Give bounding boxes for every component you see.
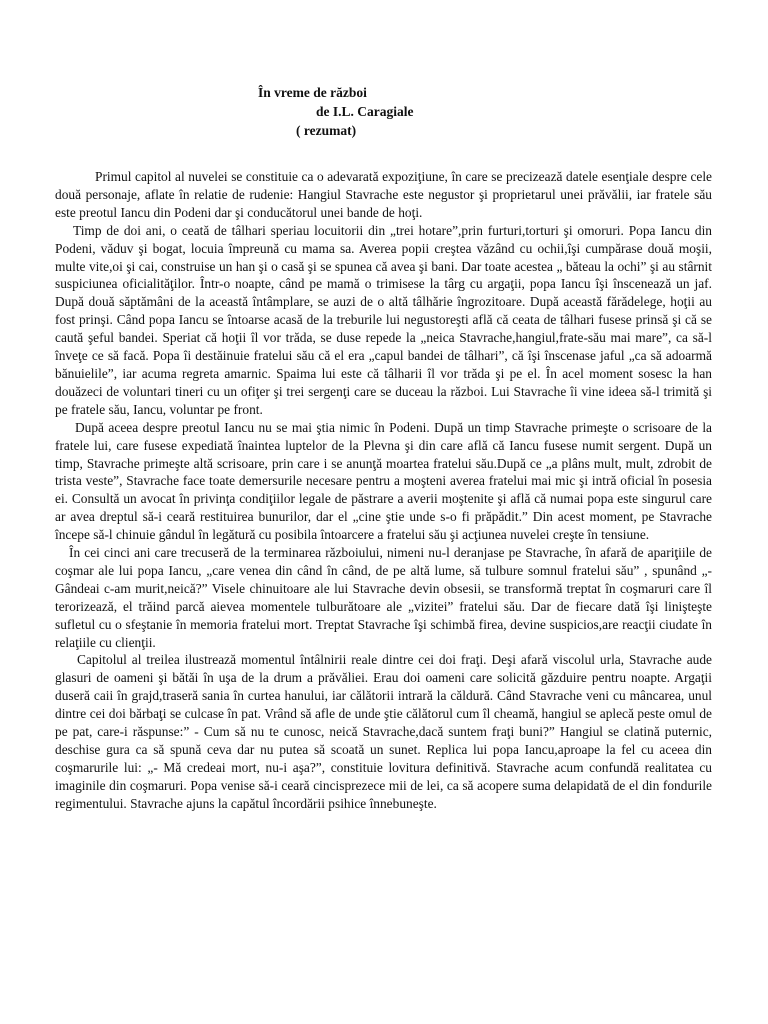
paragraph-1: Primul capitol al nuvelei se constituie ca o adevarată expoziţiune, în care se precizează datele esenţiale despre cele două personaje, aflate în relatie de rudenie: Hangiul Stavrache este negustor şi proprietarul unei prăvălii, iar fratele său este preotul Iancu din Podeni dar şi conducătorul unei bande de hoţi. [55,169,712,220]
document-author: de I.L. Caragiale [316,104,414,119]
paragraph-5: Capitolul al treilea ilustrează momentul întâlnirii reale dintre cei doi fraţi. Deşi afară viscolul urla, Stavrache aude glasuri de oameni şi bătăi în uşa de la drum a prăvăliei. Erau doi oameni care solicită găzduire pentru noapte. Argaţii duseră caii în grajd,traseră sania în curtea hanului, iar călătorii intrară la căldură. Când Stavrache veni cu mâncarea, unul dintre cei doi bărbaţi se culcase în pat. Vrând să afle de unde ştie călătorul cum îl cheamă, hangiul se aplecă peste omul de pe pat, care-i răspunse:” - Cum să nu te cunosc, neică Stavrache,dacă suntem fraţi buni?” Hangiul se clatină puternic, deschise gura ca să spună ceva dar nu putea să scoată un sunet. Replica lui popa Iancu,aproape la fel cu aceea din coşmarurile lui: „- Mă credeai mort, nu-i aşa?”, constituie lovitura definitivă. Stavrache acum confundă realitatea cu imaginile din coşmaruri. Popa venise să-i ceară cincisprezece mii de lei, ca să acopere suma delapidată de el din fondurile regimentului. Stavrache ajuns la capătul încordării psihice înnebuneşte. [55,652,712,811]
paragraph-3: După aceea despre preotul Iancu nu se mai ştia nimic în Podeni. După un timp Stavrache primeşte o scrisoare de la fratele lui, care fusese expediată înaintea luptelor de la Plevna şi din care află că Iancu fusese numit sergent. După un timp, Stavrache primeşte altă scrisoare, prin care i se anunţă moartea fratelui său.După ce „a plâns mult, mult, zdrobit de trista veste”, Stavrache face toate demersurile necesare pentru a moşteni averea fratelui mai mic şi intră oficial în posesia ei. Consultă un avocat în privinţa condiţiilor legale de păstrare a averii moştenite şi află că numai popa este singurul care ar avea dreptul să-i ceară restituirea bunurilor, dar el „cine ştie unde s-o fi prăpădit.” Din acest moment, pe Stavrache începe să-l chinuie gândul în legătură cu posibila întoarcere a fratelui său şi acţiunea nuvelei creşte în tensiune. [55,419,712,543]
paragraph-2: Timp de doi ani, o ceată de tâlhari speriau locuitorii din „trei hotare”,prin furturi,torturi şi omoruri. Popa Iancu din Podeni, văduv şi bogat, locuia împreună cu mama sa. Averea popii creştea văzând cu ochii,îşi cumpărase două moşii, multe vite,oi şi cai, construise un han şi o casă şi se spunea că avea şi bani. Dar toate acestea „ băteau la ochi” şi au stârnit suspiciunea oficialităţilor. Într-o noapte, când pe mamă o trimisese la târg cu argaţii, popa Iancu îşi înscenează un jaf. După două săptămâni de la această întâmplare, se auzi de o altă tâlhărie îngrozitoare. După această fărădelege, hoţii au fost prinşi. Când popa Iancu se întoarse acasă de la treburile lui negustoreşti află că ceata de tâlhari fusese prinsă şi că se caută şeful bandei. Speriat că hoţii îl vor trăda, se duse repede la „neica Stavrache,hangiul,frate-său mai mare”, ca să-l înveţe ce să facă. Popa îi destăinuie fratelui său că el era „capul bandei de tâlhari”, că îşi înscenase jaful „ca să adoarmă bănuielile”, iar acuma regreta amarnic. Spaima lui este că tâlharii îl vor trăda şi pe el. În acel moment sosesc la han douăzeci de voluntari tineri cu un ofiţer şi trei sergenţi care se duceau la război. Lui Stavrache îi vine ideea să-l trimită şi pe fratele său, Iancu, voluntar pe front. [55,222,712,417]
document-body [55,168,712,813]
document-subtitle: ( rezumat) [296,123,357,138]
document-title: În vreme de război [258,85,367,100]
paragraph-4: În cei cinci ani care trecuseră de la terminarea războiului, nimeni nu-l deranjase pe Stavrache, în afară de apariţiile de coşmar ale lui popa Iancu, „care venea din când în când, de pe altă lume, să tulbure somnul fratelui său” , spunând „- Gândeai c-am murit,neică?” Visele chinuitoare ale lui Stavrache devin obsesii, se transformă treptat în coşmaruri care îl terorizează, el trăind parcă aievea momentele tulburătoare ale „vizitei” fratelui său. Dar de fiecare dată îşi linişteşte sufletul cu o sfeştanie în memoria fratelui mort. Treptat Stavrache îşi schimbă firea, devine suspicios,are reacţii ciudate în relaţiile cu clienţii. [55,545,712,650]
